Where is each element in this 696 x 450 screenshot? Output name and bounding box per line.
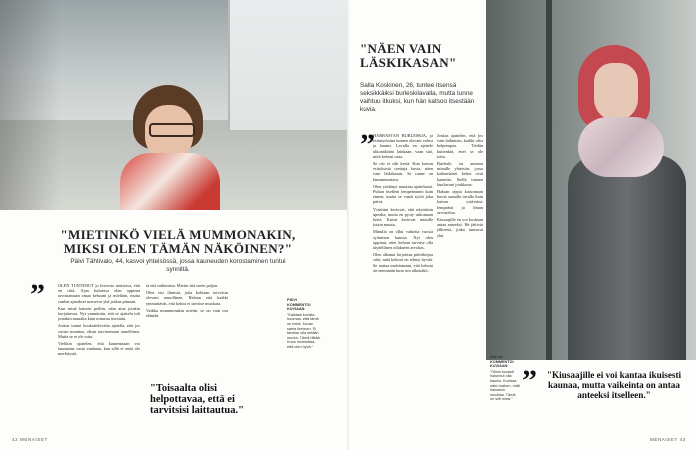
right-pull-quote: "Kiusaajille ei voi kantaa ikuisesti kaunaa, mutta vaikeinta on antaa anteeksi itselleen." [546, 370, 682, 400]
face [594, 63, 638, 121]
body-paragraph: Vaikka mummonakin mietin, se on vain osa elämää. [146, 307, 228, 319]
quote-mark-icon: ” [360, 128, 375, 161]
background-tree [0, 0, 60, 210]
left-subhead: Päivi Tähtivalo, 44, kasvoi yhteisössä, jossa kauneuden korostaminen tuntui synniltä. [70, 258, 286, 273]
body-paragraph: Minulla on ollut vaikeita vuosia syömisen kanssa. Nyt olen oppinut, ettei kehoni tarvitse olla täydellinen ollakseen arvokas. [373, 229, 433, 251]
coat [568, 155, 686, 360]
body-paragraph: HARRASTAN BURLESKIA, ja esiintyessäni tunnen olevani vahva ja kaunis. Lavalla en ajattele ulkonäköäni lainkaan, vaan sitä, mitä kehoni osaa. [373, 133, 433, 159]
left-headline: "MIETINKÖ VIELÄ MUMMONAKIN, MIKSI OLEN TÄMÄN NÄKÖINEN?" [60, 227, 296, 256]
quote-mark-icon: ” [522, 364, 537, 397]
pale-scarf [578, 117, 664, 177]
body-paragraph: Kiusaajille en voi koskaan antaa anteeksi. He jättivät jälkensä, jotka tuntuvat yhä. [437, 217, 483, 238]
quote-mark-icon: ” [30, 278, 45, 311]
left-caption-box [287, 298, 321, 350]
left-portrait-photo [0, 0, 347, 210]
right-body-column-1 [373, 133, 433, 433]
window-frame [546, 0, 552, 360]
red-scarf [120, 153, 220, 210]
body-paragraph: Olen alkanut kirjoittaa päiväkirjaa siitä, mitä kehoni on tehnyt hyvää. Se auttaa muistamaan, että kehoni on enemmän kuin sen ulkonäkö. [373, 252, 433, 273]
glasses [149, 123, 195, 137]
left-pull-quote: "Toisaalta olisi helpottavaa, että ei tarvitsisi laittautua." [150, 383, 244, 416]
page-gutter [347, 0, 349, 450]
right-portrait-photo [486, 0, 696, 360]
right-folio: MENAISET 43 [650, 437, 686, 442]
caption-heading: SALLA KOMMENTOI KUVIAAN: [490, 355, 514, 369]
caption-heading: PÄIVI KOMMENTOI KUVIAAN: [287, 298, 311, 312]
right-subhead: Salla Koskinen, 26, tuntee itsensä seksikkäiksi burleskilavalla, mutta tunne vaihtuu itkuksi, kun hän katsoo itsestään kuvia. [360, 82, 475, 113]
body-paragraph: Kun minä katsoin peiliin, näin aina jotakin korjattavaa. Nyt ymmärrän, että se ajattelu tuli jostakin muualta kuin minusta itsestäni. [58, 305, 140, 322]
body-paragraph: Se olo ei silti kestä. Kun katson esityksistä otettuja kuvia, näen vain läskikasan. Se tunne on lamaannuttava. [373, 161, 433, 182]
right-caption-box [490, 355, 520, 402]
background-window [228, 0, 347, 130]
right-headline: "NÄEN VAIN LÄSKIKASAN" [360, 41, 457, 70]
body-paragraph: Olen yrittänyt muuttaa ajatteluani. Puhun itselleni lempeämmin kuin ennen, mutta se vaatii työtä joka päivä. [373, 183, 433, 205]
caption-text: "Kaikista kuvista huomaa, että tämä on minä. Kuvan sama ihminen. Ei tarvitse olla ketään muuta. Tämä riittää. Kuva muistuttaa, että olen hyvä." [287, 312, 321, 349]
portrait-woman-red-hair [556, 45, 696, 360]
body-paragraph: Burleski on antanut minulle yhteisön, jossa kaikenlaiset kehot ovat kauniita. Siellä tunnen kuuluvani joukkoon. [437, 161, 483, 187]
caption-text: "Olisin kovasti halunnut olla kaunis. Kuvissa näen kaiken, mitä haluaisin muuttaa. Tämä on silti minä." [490, 369, 520, 402]
left-body-column-1 [58, 283, 140, 433]
left-folio: 42 MENAISET [12, 437, 48, 442]
body-paragraph: Vielikin ajattelen, että kauneuttaan voi tunnustaa vasta vanhana, kun sillä ei enää ole merkitystä. [58, 341, 140, 357]
body-paragraph: Haluan oppia katsomaan kuvia samalla tavalla kuin katson ystäviäni: lempeästi ja ilman arvostelua. [437, 189, 483, 215]
body-paragraph: tä että tutkimista. Mietin sitä usein paljon. [146, 283, 219, 288]
body-paragraph: OLEN TUNTENUT jo kirvesto muistava, että en riitä. Ajan kuluessa olen oppinut arvostamaan omaa kehoani ja mieltäni, mutta vanhat ajatukset nousevat yhä joskus pintaan. [58, 283, 140, 304]
body-paragraph: Joskus tuntui houkuttelevalta ajatella, että jos voisin muuttaa, olisin tarvitsemani onnellinen. Mutta se ei ole totta. [58, 323, 140, 339]
body-paragraph: Joskus ajattelen, että jos vain laihtuisin, kaikki olisi helpompaa. Tiedän kuitenkin, ettei se ole totta. [437, 133, 483, 159]
body-paragraph: Ystäväni kertovat, että näyttäisin upealta, mutta en pysty uskomaan heitä. Kuvat kertovat minulle jotain muuta. [373, 206, 433, 228]
right-body-column-2 [437, 133, 483, 433]
body-paragraph: Olen etsi ihmisiä, joita kohtaan toivoisin olevani armollinen. Haluan että kaikki ymmärtävät, että kehoa ei tarvitse muokata. [146, 290, 228, 306]
portrait-woman-glasses [105, 85, 245, 210]
left-body-column-2 [146, 283, 228, 373]
